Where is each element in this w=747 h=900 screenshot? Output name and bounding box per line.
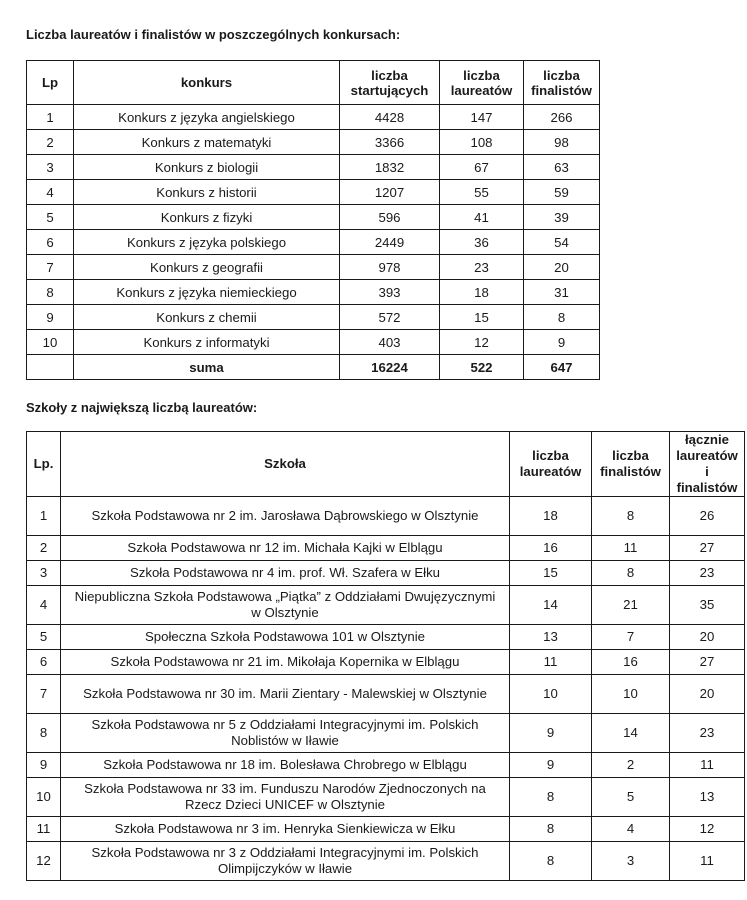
contest-name: Konkurs z języka polskiego [74,230,340,255]
finalists-count: 16 [592,650,670,675]
laureates-count: 9 [510,714,592,753]
total-count: 13 [670,778,745,817]
sum-row [27,355,600,380]
table-row [27,497,745,536]
schools-table-title: Szkoły z największą liczbą laureatów: [26,400,258,415]
sum-laureates: 522 [440,355,524,380]
schools-results-table [26,431,745,881]
total-count: 26 [670,497,745,536]
laureates-count: 15 [510,561,592,586]
column-header-laureates: liczba laureatów [510,432,592,497]
table-row [27,105,600,130]
column-header-finalists: liczba finalistów [592,432,670,497]
contest-name: Konkurs z biologii [74,155,340,180]
laureates-count: 11 [510,650,592,675]
table-row [27,255,600,280]
total-count: 23 [670,561,745,586]
school-name: Szkoła Podstawowa nr 3 z Oddziałami Integracyjnymi im. Polskich Olimpijczyków w Iławie [61,842,510,881]
table-header-row [27,432,745,497]
finalists-count: 10 [592,675,670,714]
table-row [27,130,600,155]
laureates-count: 108 [440,130,524,155]
finalists-count: 54 [524,230,600,255]
laureates-count: 8 [510,817,592,842]
finalists-count: 63 [524,155,600,180]
row-number: 4 [27,586,61,625]
contest-name: Konkurs z fizyki [74,205,340,230]
table-row [27,714,745,753]
started-count: 978 [340,255,440,280]
column-header-school: Szkoła [61,432,510,497]
table-row [27,586,745,625]
total-count: 20 [670,675,745,714]
row-number: 5 [27,625,61,650]
row-number: 3 [27,155,74,180]
laureates-count: 41 [440,205,524,230]
column-header-lp: Lp [27,61,74,105]
finalists-count: 2 [592,753,670,778]
table-row [27,330,600,355]
total-count: 11 [670,842,745,881]
school-name: Szkoła Podstawowa nr 21 im. Mikołaja Kopernika w Elblągu [61,650,510,675]
table-row [27,205,600,230]
laureates-count: 55 [440,180,524,205]
row-number: 7 [27,255,74,280]
laureates-count: 147 [440,105,524,130]
table-row [27,842,745,881]
school-name: Społeczna Szkoła Podstawowa 101 w Olsztynie [61,625,510,650]
row-number: 1 [27,105,74,130]
school-name: Szkoła Podstawowa nr 5 z Oddziałami Integracyjnymi im. Polskich Noblistów w Iławie [61,714,510,753]
row-number: 6 [27,230,74,255]
contest-name: Konkurs z języka niemieckiego [74,280,340,305]
started-count: 4428 [340,105,440,130]
laureates-count: 16 [510,536,592,561]
laureates-count: 36 [440,230,524,255]
laureates-count: 15 [440,305,524,330]
table-row [27,536,745,561]
table-row [27,305,600,330]
contest-name: Konkurs z chemii [74,305,340,330]
laureates-count: 12 [440,330,524,355]
finalists-count: 21 [592,586,670,625]
row-number: 11 [27,817,61,842]
school-name: Szkoła Podstawowa nr 33 im. Funduszu Narodów Zjednoczonych na Rzecz Dzieci UNICEF w Olsztynie [61,778,510,817]
row-number: 10 [27,778,61,817]
finalists-count: 9 [524,330,600,355]
table-row [27,817,745,842]
school-name: Szkoła Podstawowa nr 3 im. Henryka Sienkiewicza w Ełku [61,817,510,842]
total-count: 12 [670,817,745,842]
finalists-count: 266 [524,105,600,130]
table-row [27,753,745,778]
started-count: 393 [340,280,440,305]
school-name: Szkoła Podstawowa nr 18 im. Bolesława Chrobrego w Elblągu [61,753,510,778]
table-row [27,561,745,586]
laureates-count: 14 [510,586,592,625]
school-name: Szkoła Podstawowa nr 12 im. Michała Kajki w Elblągu [61,536,510,561]
total-count: 20 [670,625,745,650]
started-count: 596 [340,205,440,230]
started-count: 3366 [340,130,440,155]
contest-name: Konkurs z geografii [74,255,340,280]
contest-name: Konkurs z historii [74,180,340,205]
column-header-finalists: liczba finalistów [524,61,600,105]
laureates-count: 9 [510,753,592,778]
total-count: 11 [670,753,745,778]
sum-started: 16224 [340,355,440,380]
laureates-count: 8 [510,778,592,817]
row-number: 9 [27,753,61,778]
table-row [27,180,600,205]
table-row [27,675,745,714]
finalists-count: 3 [592,842,670,881]
row-number: 12 [27,842,61,881]
total-count: 35 [670,586,745,625]
started-count: 1207 [340,180,440,205]
column-header-contest: konkurs [74,61,340,105]
row-number: 4 [27,180,74,205]
sum-label: suma [74,355,340,380]
laureates-count: 18 [440,280,524,305]
started-count: 1832 [340,155,440,180]
sum-empty-cell [27,355,74,380]
finalists-count: 14 [592,714,670,753]
column-header-total: łącznie laureatów i finalistów [670,432,745,497]
row-number: 2 [27,536,61,561]
finalists-count: 4 [592,817,670,842]
laureates-count: 13 [510,625,592,650]
finalists-count: 8 [524,305,600,330]
row-number: 3 [27,561,61,586]
row-number: 7 [27,675,61,714]
table-row [27,625,745,650]
contest-name: Konkurs z matematyki [74,130,340,155]
finalists-count: 59 [524,180,600,205]
column-header-laureates: liczba laureatów [440,61,524,105]
finalists-count: 98 [524,130,600,155]
total-count: 27 [670,650,745,675]
laureates-count: 8 [510,842,592,881]
contest-name: Konkurs z języka angielskiego [74,105,340,130]
finalists-count: 31 [524,280,600,305]
row-number: 5 [27,205,74,230]
total-count: 27 [670,536,745,561]
finalists-count: 20 [524,255,600,280]
school-name: Niepubliczna Szkoła Podstawowa „Piątka” z Oddziałami Dwujęzycznymi w Olsztynie [61,586,510,625]
row-number: 8 [27,280,74,305]
row-number: 10 [27,330,74,355]
finalists-count: 8 [592,497,670,536]
table-row [27,155,600,180]
school-name: Szkoła Podstawowa nr 2 im. Jarosława Dąbrowskiego w Olsztynie [61,497,510,536]
laureates-count: 18 [510,497,592,536]
total-count: 23 [670,714,745,753]
table-header-row [27,61,600,105]
finalists-count: 39 [524,205,600,230]
started-count: 572 [340,305,440,330]
finalists-count: 5 [592,778,670,817]
column-header-started: liczba startujących [340,61,440,105]
laureates-count: 10 [510,675,592,714]
laureates-count: 67 [440,155,524,180]
finalists-count: 11 [592,536,670,561]
contest-name: Konkurs z informatyki [74,330,340,355]
school-name: Szkoła Podstawowa nr 30 im. Marii Zientary - Malewskiej w Olsztynie [61,675,510,714]
row-number: 6 [27,650,61,675]
table-row [27,230,600,255]
row-number: 1 [27,497,61,536]
contest-results-table [26,60,600,380]
sum-finalists: 647 [524,355,600,380]
row-number: 2 [27,130,74,155]
row-number: 8 [27,714,61,753]
started-count: 2449 [340,230,440,255]
finalists-count: 7 [592,625,670,650]
started-count: 403 [340,330,440,355]
table-row [27,280,600,305]
school-name: Szkoła Podstawowa nr 4 im. prof. Wł. Szafera w Ełku [61,561,510,586]
table-row [27,778,745,817]
row-number: 9 [27,305,74,330]
table-row [27,650,745,675]
contest-table-title: Liczba laureatów i finalistów w poszczególnych konkursach: [26,27,401,42]
column-header-lp: Lp. [27,432,61,497]
laureates-count: 23 [440,255,524,280]
finalists-count: 8 [592,561,670,586]
